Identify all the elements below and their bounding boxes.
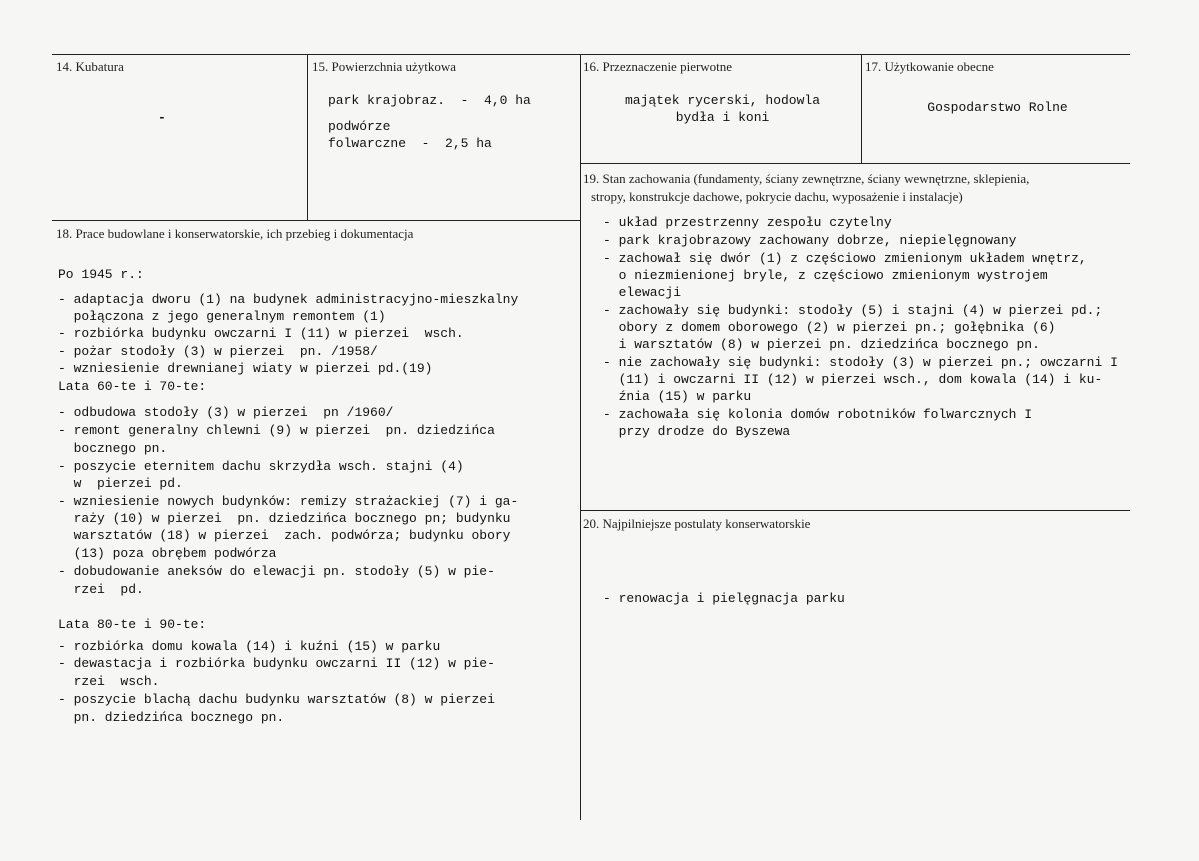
f18-line: - adaptacja dworu (1) na budynek administracyjno-mieszkalny <box>58 292 519 307</box>
f18-line: raży (10) w pierzei pn. dziedzińca bocznego pn; budynku <box>58 511 511 526</box>
f19-line: obory z domem oborowego (2) w pierzei pn.; gołębnika (6) <box>603 320 1056 335</box>
f18-line: Po 1945 r.: <box>58 267 144 282</box>
f18-line: rzei pd. <box>58 582 144 597</box>
divider-16-17 <box>861 54 862 163</box>
field-14-value: - <box>158 110 166 125</box>
f19-line: źnia (15) w parku <box>603 389 752 404</box>
field-16-label: 16. Przeznaczenie pierwotne <box>583 59 733 74</box>
field-16-line1: majątek rycerski, hodowla <box>624 93 821 108</box>
field-15-park: park krajobraz. - 4,0 ha <box>328 93 531 108</box>
f19-line: (11) i owczarni II (12) w pierzei wsch., dom kowala (14) i ku- <box>603 372 1103 387</box>
field-16-line2: bydła i koni <box>675 110 770 125</box>
f18-line: w pierzei pd. <box>58 476 183 491</box>
f18-line: Lata 60-te i 70-te: <box>58 379 207 394</box>
field-14-label: 14. Kubatura <box>56 59 124 74</box>
field-18-label: 18. Prace budowlane i konserwatorskie, ich przebieg i dokumentacja <box>56 226 414 241</box>
f18-line: (13) poza obrębem podwórza <box>58 546 277 561</box>
field-15-podworze-line1: podwórze <box>328 119 391 134</box>
f19-line: - układ przestrzenny zespołu czytelny <box>603 215 892 230</box>
f19-line: - zachowała się kolonia domów robotników folwarcznych I <box>603 407 1033 422</box>
divider-14-15 <box>307 54 308 220</box>
f19-line: - nie zachowały się budynki: stodoły (3) w pierzei pn.; owczarni I <box>603 355 1118 370</box>
f19-line: przy drodze do Byszewa <box>603 424 791 439</box>
f19-line: - zachował się dwór (1) z częściowo zmienionym układem wnętrz, <box>603 251 1087 266</box>
f19-line: i warsztatów (8) w pierzei pn. dziedzińca bocznego pn. <box>603 337 1040 352</box>
f18-line: rzei wsch. <box>58 674 160 689</box>
f18-line: - poszycie blachą dachu budynku warsztatów (8) w pierzei <box>58 692 495 707</box>
f19-line: - zachowały się budynki: stodoły (5) i stajni (4) w pierzei pd.; <box>603 303 1103 318</box>
f18-line: bocznego pn. <box>58 441 168 456</box>
field-17-label: 17. Użytkowanie obecne <box>865 59 994 74</box>
row-divider-right-mid <box>580 510 1130 511</box>
f18-line: - rozbiórka domu kowala (14) i kuźni (15) w parku <box>58 639 441 654</box>
field-20-label: 20. Najpilniejsze postulaty konserwatorskie <box>583 516 811 531</box>
field-15-podworze-line2: folwarczne - 2,5 ha <box>328 136 492 151</box>
f18-line: - dewastacja i rozbiórka budynku owczarni II (12) w pie- <box>58 656 495 671</box>
f19-line: - park krajobrazowy zachowany dobrze, niepielęgnowany <box>603 233 1017 248</box>
f18-line: - wzniesienie drewnianej wiaty w pierzei pd.(19) <box>58 361 433 376</box>
f19-line: elewacji <box>603 285 682 300</box>
f18-line: - rozbiórka budynku owczarni I (11) w pierzei wsch. <box>58 326 464 341</box>
f18-line: połączona z jego generalnym remontem (1) <box>58 309 386 324</box>
f18-line: - remont generalny chlewni (9) w pierzei pn. dziedzińca <box>58 423 495 438</box>
field-17-value: Gospodarstwo Rolne <box>927 100 1068 115</box>
row-divider-right-top <box>580 163 1130 164</box>
f18-line: pn. dziedzińca bocznego pn. <box>58 710 285 725</box>
f18-line: - odbudowa stodoły (3) w pierzei pn /1960/ <box>58 405 394 420</box>
f18-line: - poszycie eternitem dachu skrzydła wsch. stajni (4) <box>58 459 464 474</box>
top-border <box>52 54 1130 55</box>
f18-line: Lata 80-te i 90-te: <box>58 617 207 632</box>
f18-line: - dobudowanie aneksów do elewacji pn. stodoły (5) w pie- <box>58 564 495 579</box>
f18-line: warsztatów (18) w pierzei zach. podwórza; budynku obory <box>58 528 511 543</box>
field-20-value: - renowacja i pielęgnacja parku <box>603 591 845 606</box>
f18-line: - wzniesienie nowych budynków: remizy strażackiej (7) i ga- <box>58 494 519 509</box>
field-19-label-line2: stropy, konstrukcje dachowe, pokrycie dachu, wyposażenie i instalacje) <box>591 189 963 204</box>
field-19-label-line1: 19. Stan zachowania (fundamenty, ściany zewnętrzne, ściany wewnętrzne, sklepienia, <box>583 171 1030 186</box>
field-15-label: 15. Powierzchnia użytkowa <box>312 59 457 74</box>
f18-line: - pożar stodoły (3) w pierzei pn. /1958/ <box>58 344 378 359</box>
row-divider-left <box>52 220 580 221</box>
center-divider <box>580 54 581 820</box>
f19-line: o niezmienionej bryle, z częściowo zmienionym wystrojem <box>603 268 1048 283</box>
